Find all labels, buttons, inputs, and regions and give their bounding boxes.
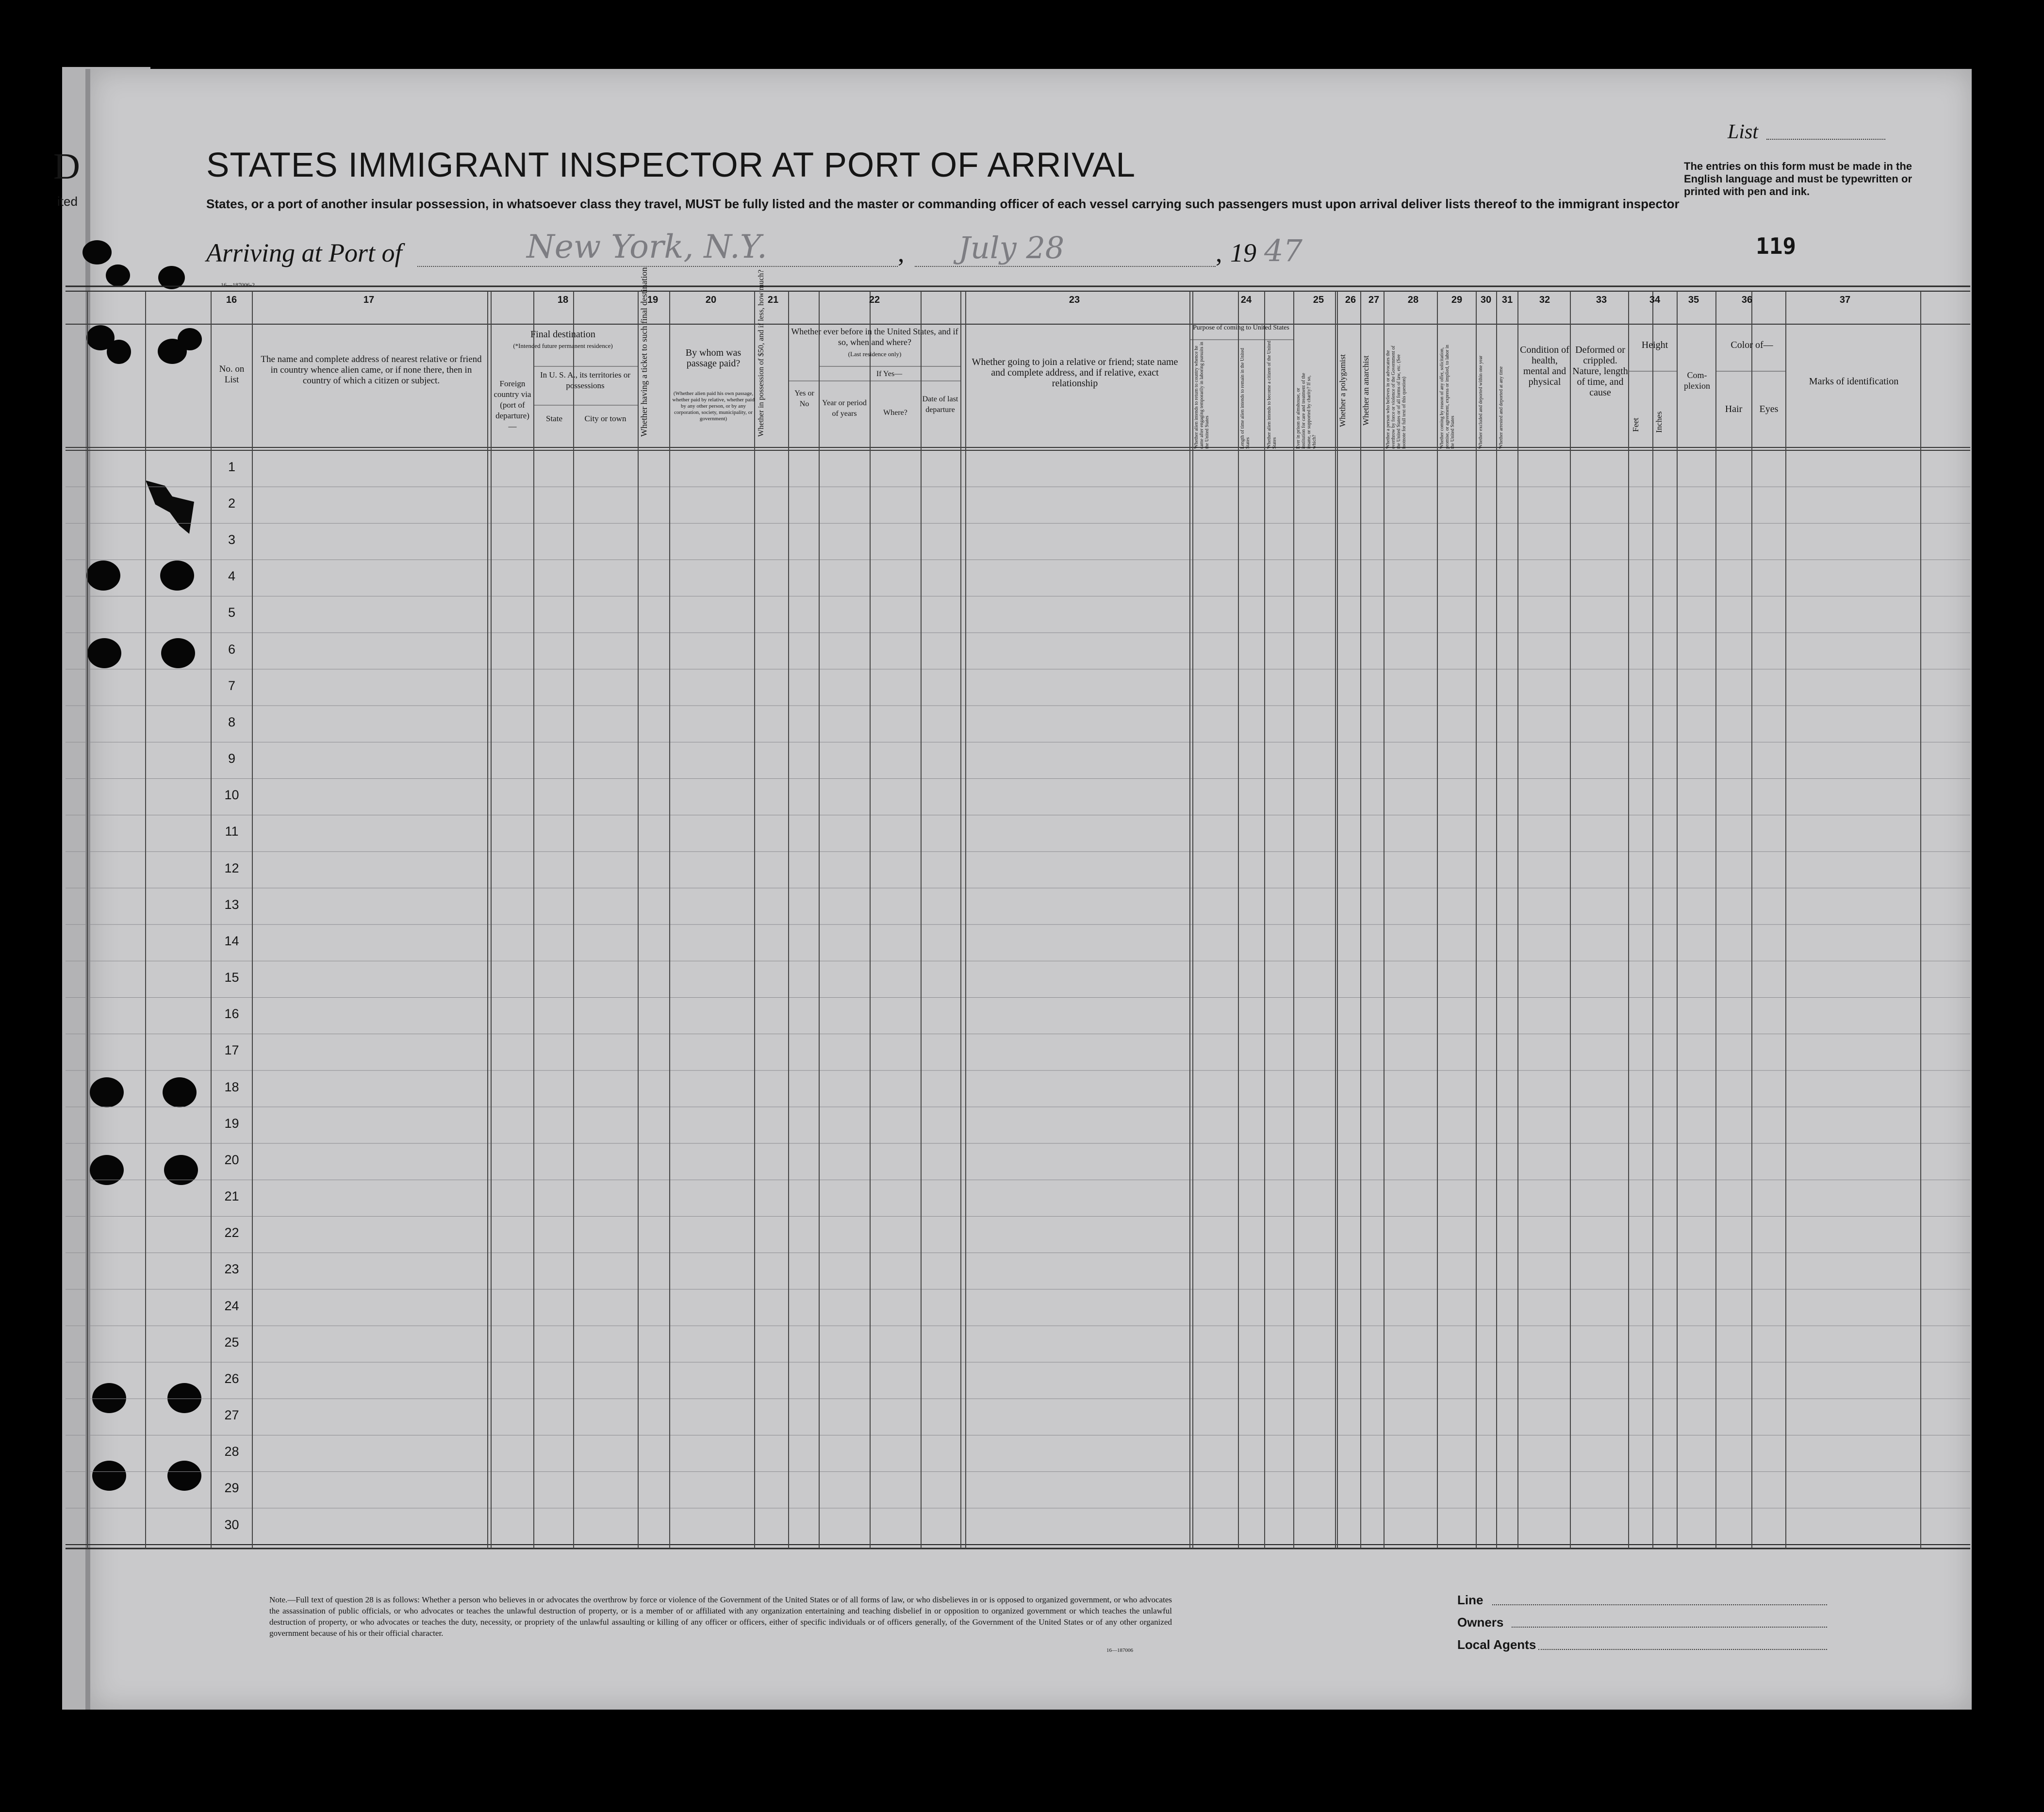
column-number: 22 (869, 295, 880, 305)
row-number: 12 (224, 860, 239, 875)
row-number: 11 (225, 824, 239, 839)
owners-blank (1512, 1627, 1827, 1628)
header-if-yes: If Yes— (876, 370, 903, 378)
year-printed: 19 (1230, 238, 1256, 267)
header-city: City or town (584, 414, 626, 423)
column-number: 33 (1596, 295, 1607, 305)
header-deformed: Deformed or crippled. Nature, length of time, and cause (1572, 345, 1628, 398)
column-number: 36 (1741, 295, 1753, 305)
header-height: Height (1641, 340, 1668, 350)
header-hair: Hair (1725, 404, 1743, 414)
header-become-citizen: Whether alien intends to become a citizen of the United States (1267, 341, 1277, 449)
header-passage-note: (Whether alien paid his own passage, whether paid by relative, whether paid by any other person, or by any corporation, society, municipality, or government) (672, 391, 755, 422)
page-number: 119 (1756, 233, 1797, 259)
header-ever-before: Whether ever before in the United States, and if so, when and where? (791, 327, 958, 347)
column-number: 37 (1839, 295, 1851, 305)
header-purpose: Purpose of coming to United States (1193, 324, 1289, 331)
column-number: 21 (767, 295, 779, 305)
row-number: 19 (224, 1116, 239, 1131)
row-number: 4 (228, 569, 236, 584)
list-label: List (1728, 121, 1759, 143)
header-color-of: Color of— (1731, 340, 1773, 350)
header-date-departure: Date of last departure (922, 395, 958, 414)
header-offer-labor: Whether coming by reason of any offer, solicitation, promise, or agreement, express or implied, to labor in the United States (1439, 345, 1455, 449)
header-prison: Ever in prison or almshouse, or institution for care and treatment of the insane, or supported by charity? If so, which? (1296, 373, 1317, 449)
line-blank (1492, 1604, 1827, 1605)
column-number: 27 (1368, 295, 1380, 305)
row-number: 8 (228, 714, 236, 729)
header-ticket: Whether having a ticket to such final destination (639, 267, 649, 437)
row-number: 15 (224, 970, 239, 985)
header-year-period: Year or period of years (822, 399, 867, 418)
row-number: 26 (224, 1371, 239, 1386)
column-number: 34 (1649, 295, 1661, 305)
column-number: 19 (647, 295, 659, 305)
column-number: 35 (1688, 295, 1699, 305)
column-number: 26 (1345, 295, 1356, 305)
row-number: 20 (224, 1152, 239, 1167)
header-nearest-relative: The name and complete address of nearest relative or friend in country whence alien came, or if none there, then in country of which a citizen or subject. (261, 354, 482, 386)
form-instructions: The entries on this form must be made in the English language and must be typewritten or printed with pen and ink. (1684, 160, 1912, 198)
column-number: 17 (363, 295, 375, 305)
column-number: 18 (557, 295, 569, 305)
form-number: 16—187006-2 (221, 281, 255, 288)
header-inches: Inches (1654, 411, 1664, 433)
row-number: 24 (224, 1298, 239, 1313)
row-number: 10 (224, 788, 239, 803)
header-join-relative: Whether going to join a relative or friend; state name and complete address, and if relative, exact relationship (972, 357, 1178, 389)
header-marks-identification: Marks of identification (1809, 376, 1899, 387)
row-number: 5 (228, 605, 236, 620)
header-polygamist: Whether a polygamist (1338, 354, 1347, 428)
header-last-residence: (Last residence only) (848, 350, 902, 358)
header-condition-health: Condition of health, mental and physical (1520, 345, 1569, 387)
column-number: 16 (226, 295, 237, 305)
comma: , (898, 238, 905, 267)
column-number: 32 (1539, 295, 1550, 305)
header-state: State (546, 414, 562, 423)
row-number: 6 (228, 642, 236, 657)
form-subtitle: States, or a port of another insular possession, in whatsoever class they travel, MUST be fully listed and the master or commanding officer of each vessel carrying such passengers must upon arrival deliver lists thereof to the immigrant inspector (206, 197, 1680, 211)
row-number: 27 (224, 1408, 239, 1423)
header-fragment: ited (57, 194, 78, 209)
row-number: 23 (224, 1262, 239, 1277)
row-number: 9 (228, 751, 236, 766)
row-number: 30 (224, 1517, 239, 1532)
owners-label: Owners (1457, 1615, 1504, 1630)
header-in-usa: In U. S. A., its territories or possessions (540, 370, 631, 390)
column-number: 30 (1480, 295, 1492, 305)
header-no-on-list: No. on List (219, 364, 245, 385)
header-yes-or-no: Yes or No (794, 389, 814, 408)
header-arrested: Whether arrested and deported at any time (1499, 366, 1504, 449)
column-number: 31 (1501, 295, 1513, 305)
column-number: 20 (705, 295, 717, 305)
year-handwriting: 47 (1264, 233, 1302, 268)
header-fragment: D (53, 146, 80, 187)
row-number: 3 (228, 532, 236, 547)
header-overthrow: Whether a person who believes in or advocates the overthrow by force or violence of the Government of the United States or of all forms of law, etc. (See footnote for full text of this question) (1385, 346, 1407, 449)
row-number: 1 (228, 459, 236, 474)
row-number: 22 (224, 1225, 239, 1240)
row-number: 25 (224, 1334, 239, 1350)
header-final-destination: Final destination (530, 329, 595, 340)
header-foreign-country: Foreign country via (port of departure)— (494, 379, 531, 431)
header-final-destination-note: (*Intended future permanent residence) (513, 342, 613, 349)
column-number: 29 (1451, 295, 1463, 305)
row-number: 21 (224, 1189, 239, 1204)
header-complexion: Com-plexion (1684, 370, 1710, 391)
row-number: 2 (228, 495, 236, 511)
arriving-label: Arriving at Port of (206, 238, 402, 267)
header-intends-return: Whether alien intends to return to country whence he came after engaging temporarily in laboring pursuits in the United States (1194, 342, 1210, 449)
line-label: Line (1457, 1593, 1484, 1607)
header-length-remain: Length of time alien intends to remain in the United States (1240, 347, 1251, 449)
header-passage-paid: By whom was passage paid? (685, 347, 742, 369)
local-agents-label: Local Agents (1457, 1637, 1536, 1652)
row-number: 28 (224, 1444, 239, 1459)
port-handwriting: New York, N.Y. (527, 228, 767, 265)
header-possession-50: Whether in possession of $50, and if less, how much? (757, 269, 765, 437)
header-where: Where? (883, 409, 907, 417)
row-number: 14 (224, 933, 239, 948)
agents-blank (1538, 1649, 1827, 1650)
row-number: 18 (224, 1079, 239, 1094)
column-number: 28 (1407, 295, 1419, 305)
header-excluded: Whether excluded and deported within one year (1478, 355, 1484, 449)
column-number: 24 (1240, 295, 1252, 305)
comma: , (1216, 238, 1222, 267)
column-number: 23 (1069, 295, 1080, 305)
row-number: 17 (224, 1043, 239, 1058)
header-eyes: Eyes (1759, 404, 1779, 414)
row-number: 13 (224, 897, 239, 912)
footnote-q28: Note.—Full text of question 28 is as follows: Whether a person who believes in or advocates the overthrow by force or violence of the Government of the United States or of all forms of law, or who disbelieves in or is opposed to organized government, or who advocates the assassination of public officials, or who advocates or teaches the unlawful destruction of property, or is a member of or affiliated with any organization entertaining and teaching disbelief in or opposition to organized government or which teaches the unlawful destruction of property, or who advocates or teaches the duty, necessity, or propriety of the unlawful assaulting or killing of any officer or officers, either of specific individuals or of officers generally, of the Government of the United States or of any other organized government because of his or their official character. (269, 1595, 1172, 1638)
form-title: STATES IMMIGRANT INSPECTOR AT PORT OF ARRIVAL (206, 146, 1136, 184)
footnote-form-number: 16—187006 (1106, 1647, 1133, 1653)
header-anarchist: Whether an anarchist (1361, 355, 1370, 426)
column-number: 25 (1313, 295, 1324, 305)
date-handwriting: July 28 (958, 230, 1065, 265)
header-feet: Feet (1631, 417, 1640, 432)
row-number: 7 (228, 678, 236, 693)
row-number: 16 (224, 1006, 239, 1021)
row-number: 29 (224, 1481, 239, 1496)
